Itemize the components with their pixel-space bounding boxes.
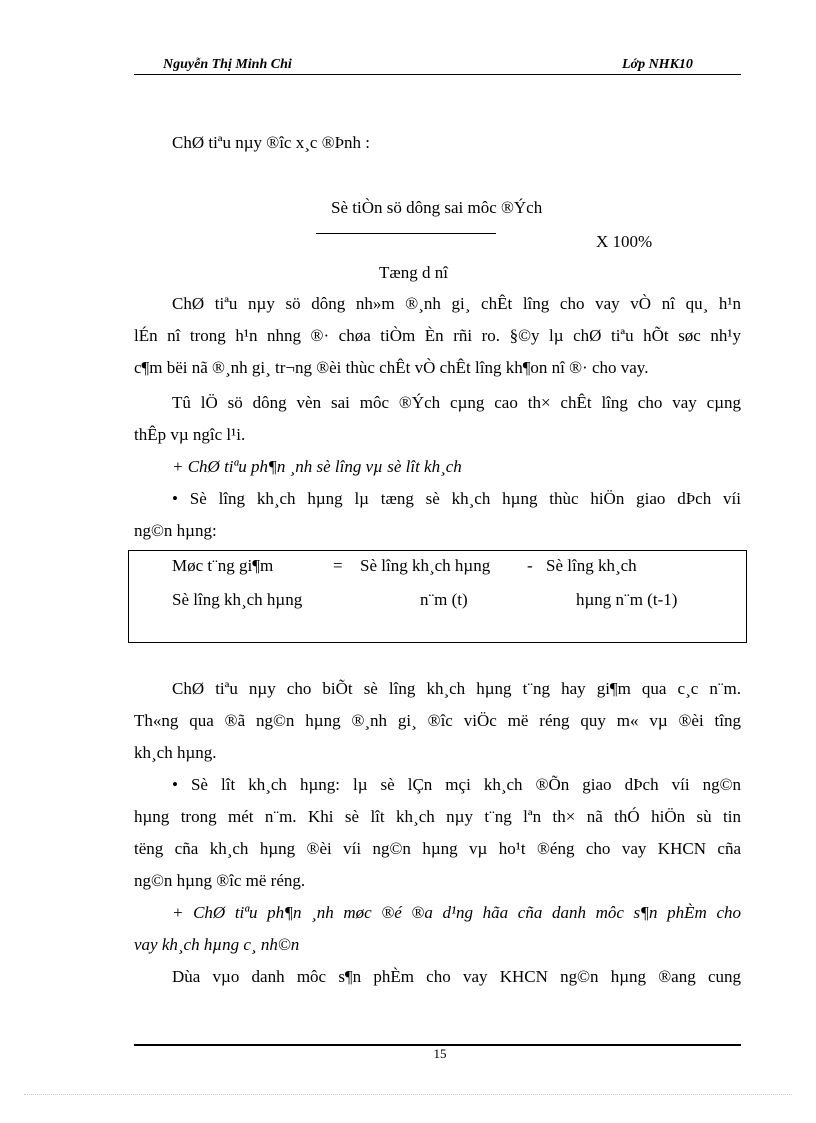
formula-denominator: Tæng d nî <box>379 263 448 282</box>
header-class: Lớp NHK10 <box>622 57 693 72</box>
para3-line2: ng©n hµng: <box>134 521 217 540</box>
formula-multiplier: X 100% <box>596 232 653 251</box>
heading-product-diversity-line1: + ChØ tiªu ph¶n ¸nh møc ®é ®a d¹ng hãa cña danh môc s¶n phÈm cho <box>172 903 741 922</box>
formula-numerator: Sè tiÒn sö dông sai môc ®Ých <box>331 198 543 217</box>
box-left-top: Møc t¨ng gi¶m <box>172 556 274 575</box>
heading-product-diversity-line2: vay kh¸ch hµng c¸ nh©n <box>134 935 300 954</box>
page-number: 15 <box>433 1046 447 1061</box>
header-rule <box>134 74 741 75</box>
para5-line1: • Sè lît kh¸ch hµng: lµ sè lÇn mçi kh¸ch ®Õn giao dÞch víi ng©n <box>172 775 741 794</box>
box-mid-bottom: n¨m (t) <box>420 590 468 609</box>
para4-line2: Th«ng qua ®ã ng©n hµng ®¸nh gi¸ ®îc viÖc më réng quy m« vµ ®èi tîng <box>134 711 741 730</box>
box-left-bottom: Sè lîng kh¸ch hµng <box>172 590 303 609</box>
box-right-bottom: hµng n¨m (t-1) <box>576 590 678 609</box>
header-author: Nguyễn Thị Minh Chi <box>163 57 292 72</box>
para5-line2: hµng trong mét n¨m. Khi sè lît kh¸ch nµy t¨ng lªn th× nã thÓ hiÖn sù tin <box>134 807 741 826</box>
para3-line1: • Sè lîng kh¸ch hµng lµ tæng sè kh¸ch hµng thùc hiÖn giao dÞch víi <box>172 489 741 508</box>
para2-line1: Tû lÖ sö dông vèn sai môc ®Ých cµng cao th× chÊt lîng cho vay cµng <box>172 393 741 412</box>
para6-line1: Dùa vµo danh môc s¶n phÈm cho vay KHCN ng©n hµng ®ang cung <box>172 967 741 986</box>
box-right-top: Sè lîng kh¸ch <box>546 556 637 575</box>
para1-line1: ChØ tiªu nµy sö dông nh»m ®¸nh gi¸ chÊt lîng cho vay vÒ nî qu¸ h¹n <box>172 294 741 313</box>
heading-quantity: + ChØ tiªu ph¶n ¸nh sè lîng vµ sè lît kh¸ch <box>172 457 462 476</box>
para5-line3: tëng cña kh¸ch hµng ®èi víi ng©n hµng vµ ho¹t ®éng cho vay KHCN cña <box>134 839 741 858</box>
para2-line2: thÊp vµ ngîc l¹i. <box>134 425 246 444</box>
para4-line3: kh¸ch hµng. <box>134 743 217 762</box>
para5-line4: ng©n hµng ®îc më réng. <box>134 871 306 890</box>
box-equals: = <box>333 556 343 575</box>
formula-intro: ChØ tiªu nµy ®îc x¸c ®Þnh : <box>172 133 371 152</box>
page-bottom-edge <box>24 1094 792 1095</box>
box-minus: - <box>527 556 533 575</box>
para4-line1: ChØ tiªu nµy cho biÕt sè lîng kh¸ch hµng t¨ng hay gi¶m qua c¸c n¨m. <box>172 679 741 698</box>
para1-line2: lÉn nî trong h¹n nhng ®· chøa tiÒm Èn rñi ro. §©y lµ chØ tiªu hÕt søc nh¹y <box>134 326 741 345</box>
para1-line3: c¶m bëi nã ®¸nh gi¸ tr¬ng ®èi thùc chÊt vÒ chÊt lîng kh¶on nî ®· cho vay. <box>134 358 649 377</box>
fraction-bar <box>316 233 496 234</box>
box-mid-top: Sè lîng kh¸ch hµng <box>360 556 491 575</box>
